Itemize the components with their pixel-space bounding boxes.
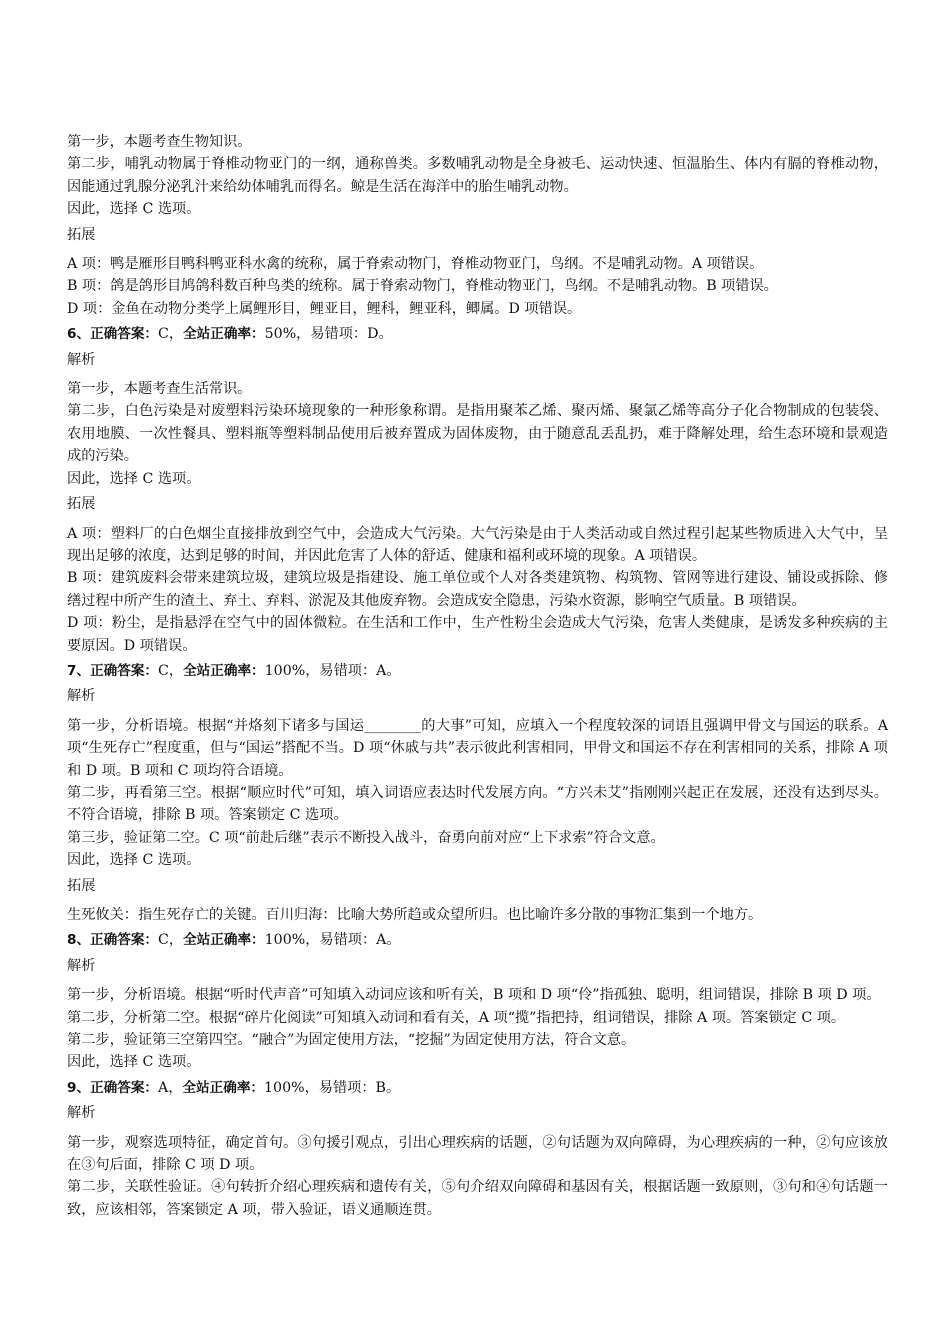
- paragraph: 第一步，本题考查生活常识。: [67, 381, 252, 398]
- analysis-heading: 解析: [67, 1105, 96, 1122]
- paragraph: 因此，选择 C 选项。: [67, 201, 201, 218]
- question-number: 7、: [67, 662, 91, 679]
- paragraph: 第二步，白色污染是对废塑料污染环境现象的一种形象称谓。是指用聚苯乙烯、聚丙烯、聚氯乙烯等高分子化合物制成的包装袋、农用地膜、一次性餐具、塑料瓶等塑料制品使用后被弃置成为固体废物，由于随意乱丢乱扔，难于降解处理，给生态环境和景观造成的污染。: [67, 403, 888, 465]
- paragraph: 第二步，关联性验证。④句转折介绍心理疾病和遗传有关，⑤句介绍双向障碍和基因有关，根据话题一致原则，③句和④句话题一致，应该相邻，答案锁定 A 项，带入验证，语义通顺连贯。: [67, 1179, 888, 1218]
- correct-answer-value: C，: [158, 932, 184, 949]
- accuracy-and-error-option: 100%，易错项：A。: [264, 662, 401, 679]
- paragraph: D 项：粉尘，是指悬浮在空气中的固体微粒。在生活和工作中，生产性粉尘会造成大气污染，危害人类健康，是诱发多种疾病的主要原因。D 项错误。: [67, 615, 888, 654]
- question-number: 9、: [67, 1079, 91, 1096]
- spacer: [67, 897, 888, 904]
- paragraph: 因此，选择 C 选项。: [67, 1054, 201, 1071]
- analysis-heading: 解析: [67, 957, 96, 974]
- correct-answer-label: 正确答案：: [90, 932, 159, 949]
- paragraph: 第二步，哺乳动物属于脊椎动物亚门的一纲，通称兽类。多数哺乳动物是全身被毛、运动快速、恒温胎生、体内有膈的脊椎动物，因能通过乳腺分泌乳汁来给幼体哺乳而得名。鲸是生活在海洋中的胎生哺乳动物。: [67, 156, 888, 195]
- accuracy-label: 全站正确率：: [183, 932, 265, 949]
- analysis-heading: 解析: [67, 688, 96, 705]
- paragraph: 第二步，再看第三空。根据“顺应时代”可知，填入词语应表达时代发展方向。“方兴未艾”指刚刚兴起正在发展，还没有达到尽头。不符合语境，排除 B 项。答案锁定 C 选项。: [67, 784, 888, 824]
- answer-line: [67, 926, 888, 951]
- accuracy-label: 全站正确率：: [183, 662, 265, 679]
- extension-heading: 拓展: [67, 496, 96, 513]
- paragraph: D 项：金鱼在动物分类学上属鲤形目，鲤亚目，鲤科，鲤亚科，鲫属。D 项错误。: [67, 300, 582, 317]
- correct-answer-value: C，: [158, 662, 184, 679]
- spacer: [67, 371, 888, 378]
- correct-answer-label: 正确答案：: [90, 1079, 159, 1096]
- paragraph: 生死攸关：指生死存亡的关键。百川归海：比喻大势所趋或众望所归。也比喻许多分散的事物汇集到一个地方。: [67, 907, 763, 923]
- spacer: [67, 516, 888, 523]
- accuracy-label: 全站正确率：: [183, 326, 265, 343]
- paragraph: A 项：塑料厂的白色烟尘直接排放到空气中，会造成大气污染。大气污染是由于人类活动或自然过程引起某些物质进入大气中，呈现出足够的浓度，达到足够的时间，并因此危害了人体的舒适、健康和福利或环境的现象。A 项错误。: [67, 525, 888, 564]
- paragraph: 第一步，本题考查生物知识。: [67, 134, 252, 150]
- paragraph: 第二步，分析第二空。根据“碎片化阅读”可知填入动词和看有关，A 项“揽”指把持，组词错误，排除 A 项。答案锁定 C 项。: [67, 1009, 846, 1026]
- accuracy-and-error-option: 100%，易错项：B。: [264, 1079, 401, 1096]
- accuracy-label: 全站正确率：: [182, 1079, 265, 1096]
- spacer: [67, 1125, 888, 1132]
- correct-answer-value: A，: [158, 1079, 183, 1096]
- extension-heading: 拓展: [67, 226, 96, 243]
- correct-answer-value: C，: [158, 326, 184, 343]
- paragraph: 第一步，分析语境。根据“并烙刻下诸多与国运________的大事”可知，应填入一个程度较深的词语且强调甲骨文与国运的联系。A 项“生死存亡”程度重，但与“国运”搭配不当。D 项“休戚与共”表示彼此利害相同，甲骨文和国运不存在利害相同的关系，排除 A 项和 D 项。B 项和 C 项均符合语境。: [67, 717, 888, 779]
- extension-heading: 拓展: [67, 877, 96, 894]
- question-number: 6、: [67, 326, 91, 343]
- analysis-heading: 解析: [67, 351, 96, 368]
- paragraph: 因此，选择 C 选项。: [67, 470, 201, 487]
- correct-answer-label: 正确答案：: [90, 662, 159, 679]
- answer-line: [67, 1074, 888, 1099]
- paragraph: 因此，选择 C 选项。: [67, 852, 201, 869]
- accuracy-and-error-option: 50%，易错项：D。: [264, 326, 393, 343]
- answer-line: [67, 320, 888, 345]
- paragraph: 第二步，验证第三空第四空。“融合”为固定使用方法，“挖掘”为固定使用方法，符合文意。: [67, 1032, 636, 1049]
- spacer: [67, 246, 888, 253]
- question-number: 8、: [67, 932, 91, 949]
- paragraph: B 项：建筑废料会带来建筑垃圾，建筑垃圾是指建设、施工单位或个人对各类建筑物、构筑物、管网等进行建设、铺设或拆除、修缮过程中所产生的渣土、弃土、弃料、淤泥及其他废弃物。会造成安全隐患，污染水资源，影响空气质量。B 项错误。: [67, 570, 888, 609]
- accuracy-and-error-option: 100%，易错项：A。: [264, 932, 401, 949]
- spacer: [67, 708, 888, 715]
- paragraph: A 项：鸭是雁形目鸭科鸭亚科水禽的统称，属于脊索动物门，脊椎动物亚门，鸟纲。不是哺乳动物。A 项错误。: [67, 256, 764, 273]
- answer-line: [67, 657, 888, 682]
- paragraph: 第三步，验证第二空。C 项“前赴后继”表示不断投入战斗，奋勇向前对应“上下求索”符合文意。: [67, 829, 665, 846]
- paragraph: B 项：鸽是鸽形目鸠鸽科数百种鸟类的统称。属于脊索动物门，脊椎动物亚门，鸟纲。不是哺乳动物。B 项错误。: [67, 278, 778, 295]
- correct-answer-label: 正确答案：: [90, 326, 159, 343]
- spacer: [67, 977, 888, 984]
- paragraph: 第一步，观察选项特征，确定首句。③句援引观点，引出心理疾病的话题，②句话题为双向障碍，为心理疾病的一种，②句应该放在③句后面，排除 C 项 D 项。: [67, 1134, 888, 1174]
- paragraph: 第一步，分析语境。根据“听时代声音”可知填入动词应该和听有关，B 项和 D 项“伶”指孤独、聪明，组词错误，排除 B 项 D 项。: [67, 987, 881, 1004]
